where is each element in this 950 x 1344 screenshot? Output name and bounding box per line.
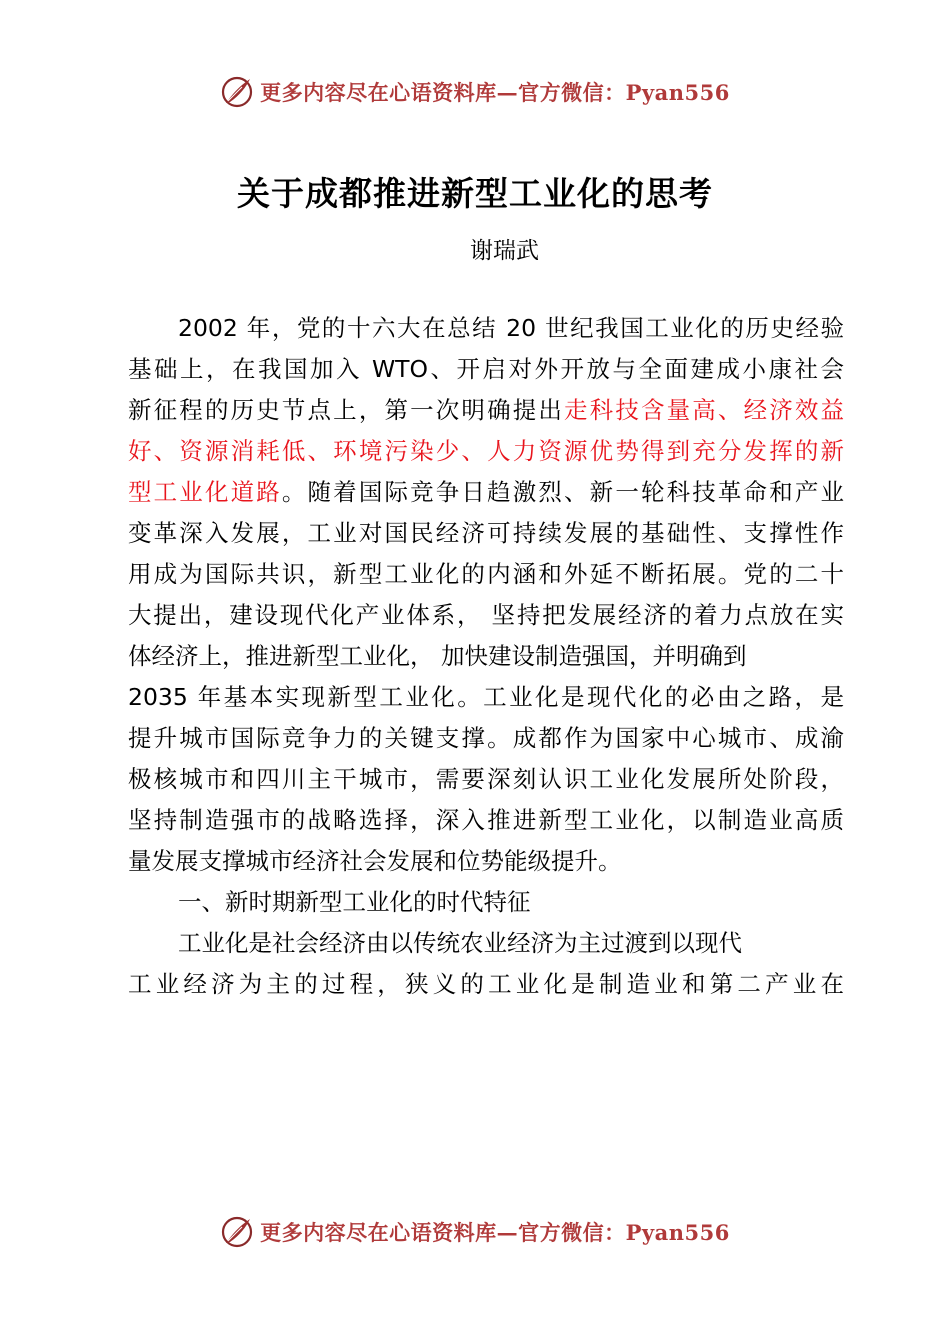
document-title: 关于成都推进新型工业化的思考 <box>237 174 713 213</box>
text-line: 基础上，在我国加入 WTO、开启对外开放与全面建成小康社会 <box>128 355 844 383</box>
text-segment: 。随着国际竞争日趋激烈、新一轮科技革命和产业 <box>281 478 845 506</box>
highlighted-text-line: 好、资源消耗低、环境污染少、人力资源优势得到充分发挥的新 <box>128 437 844 465</box>
text-line: 坚持制造强市的战略选择，深入推进新型工业化，以制造业高质 <box>128 806 844 834</box>
author-name: 谢瑞武 <box>470 238 539 264</box>
text-line: 极核城市和四川主干城市，需要深刻认识工业化发展所处阶段， <box>128 765 844 793</box>
header-watermark-banner <box>0 72 950 112</box>
feather-pen-logo-icon <box>220 1215 254 1249</box>
text-line <box>128 390 844 431</box>
text-line: 体经济上，推进新型工业化， 加快建设制造强国，并明确到 <box>128 642 747 670</box>
text-line: 提升城市国际竞争力的关键支撑。成都作为国家中心城市、成渝 <box>128 724 844 752</box>
text-line: 工业经济为主的过程，狭义的工业化是制造业和第二产业在 <box>128 970 844 998</box>
watermark-text: 更多内容尽在心语资料库—官方微信：Pyan556 <box>260 80 730 105</box>
text-line: 量发展支撑城市经济社会发展和位势能级提升。 <box>128 847 622 875</box>
text-segment: 新征程的历史节点上，第一次明确提出 <box>128 396 565 424</box>
highlighted-text: 型工业化道路 <box>128 478 282 506</box>
watermark-text: 更多内容尽在心语资料库—官方微信：Pyan556 <box>260 1220 730 1245</box>
section-heading: 一、新时期新型工业化的时代特征 <box>178 888 531 916</box>
feather-pen-logo-icon <box>220 75 254 109</box>
text-line: 2035 年基本实现新型工业化。工业化是现代化的必由之路，是 <box>128 683 844 711</box>
text-line: 变革深入发展，工业对国民经济可持续发展的基础性、支撑性作 <box>128 519 844 547</box>
text-line: 2002 年，党的十六大在总结 20 世纪我国工业化的历史经验 <box>178 314 844 342</box>
text-line: 工业化是社会经济由以传统农业经济为主过渡到以现代 <box>178 929 742 957</box>
text-line <box>128 472 844 513</box>
text-line: 用成为国际共识，新型工业化的内涵和外延不断拓展。党的二十 <box>128 560 844 588</box>
text-line: 大提出，建设现代化产业体系， 坚持把发展经济的着力点放在实 <box>128 601 844 629</box>
footer-watermark-banner <box>0 1212 950 1252</box>
highlighted-text: 走科技含量高、经济效益 <box>564 396 845 424</box>
article-body <box>128 308 844 1005</box>
